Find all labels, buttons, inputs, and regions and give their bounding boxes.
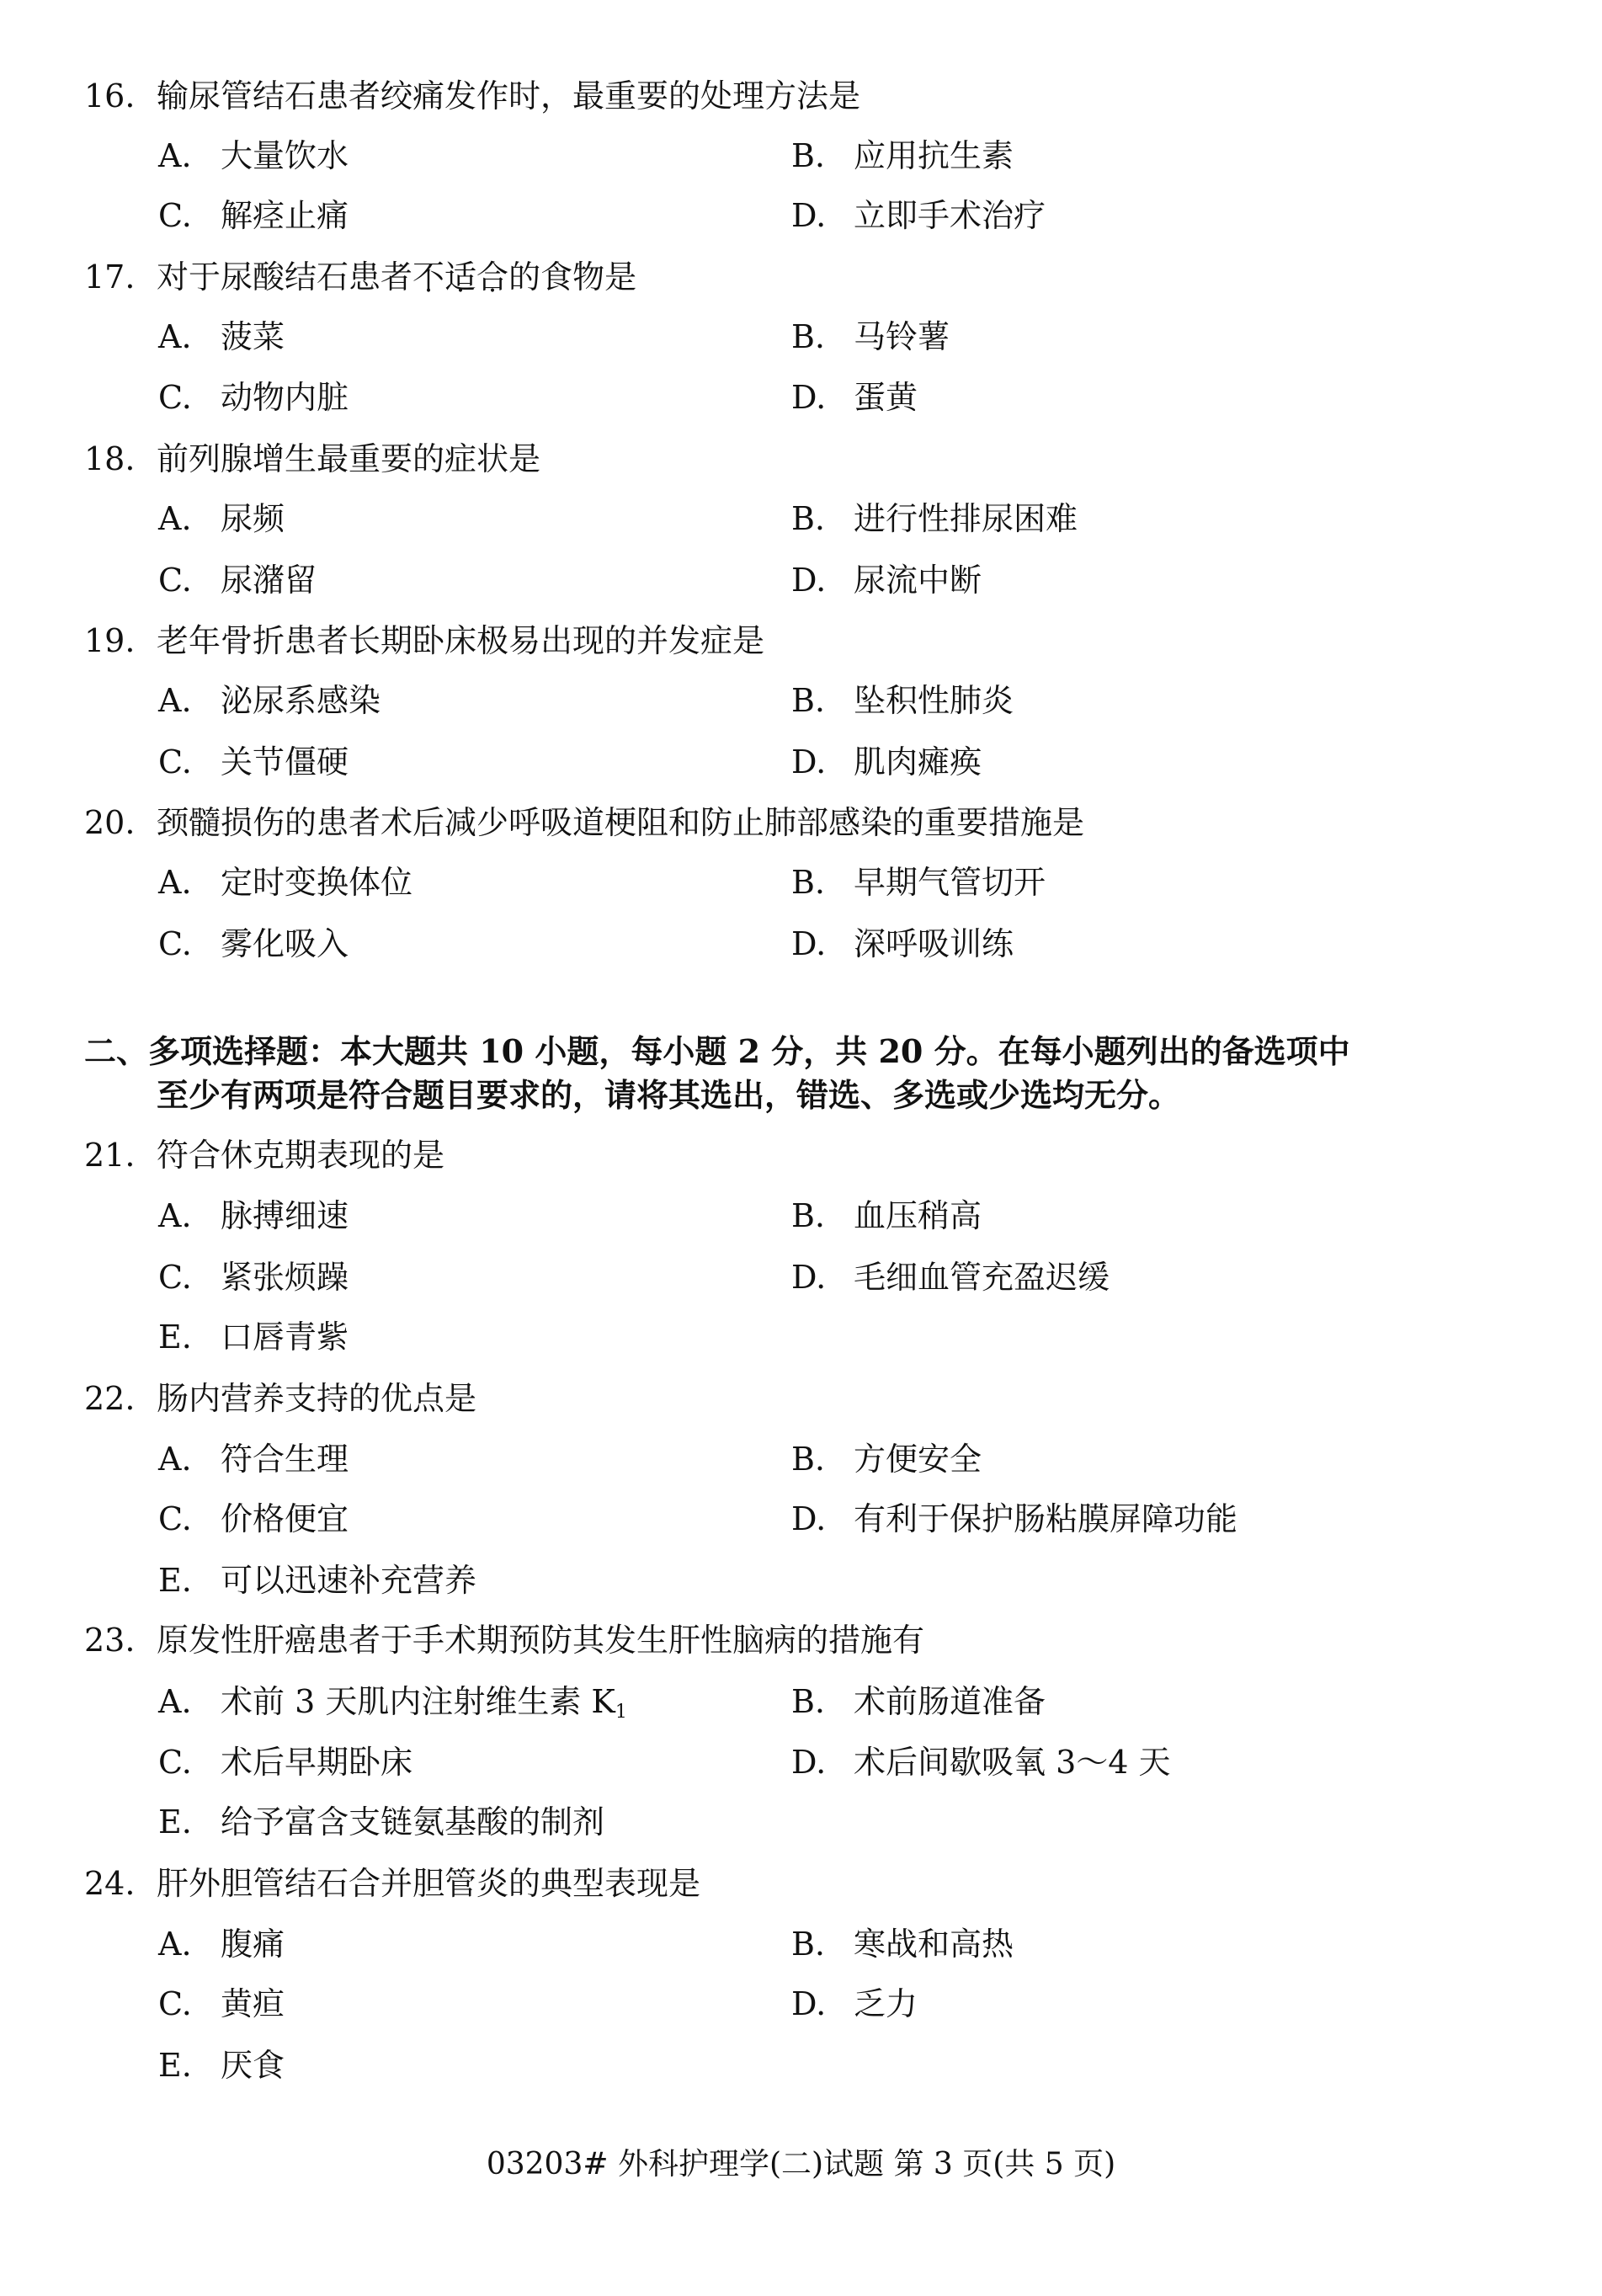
- option-e: E. 厌食: [158, 2047, 285, 2084]
- question-number: 16.: [84, 77, 136, 115]
- question-stem: 前列腺增生最重要的症状是: [157, 440, 541, 477]
- page-footer: 03203# 外科护理学(二)试题 第 3 页(共 5 页): [486, 2147, 1116, 2181]
- option-a: A. 大量饮水: [158, 137, 349, 174]
- question-21: [84, 1135, 444, 1175]
- question-17: [84, 257, 636, 297]
- option-b: B. 方便安全: [791, 1441, 982, 1478]
- question-stem: 符合休克期表现的是: [157, 1137, 445, 1174]
- option-e: E. 给予富含支链氨基酸的制剂: [158, 1803, 605, 1841]
- option-d: D. 乏力: [791, 1985, 918, 2022]
- option-a: A. 菠菜: [158, 318, 285, 355]
- question-number: 22.: [84, 1380, 136, 1417]
- option-d: D. 肌肉瘫痪: [791, 743, 982, 780]
- option-b: B. 进行性排尿困难: [791, 500, 1078, 537]
- option-d: D. 尿流中断: [791, 562, 982, 599]
- emphasis-char: 合: [476, 258, 509, 296]
- question-22: [84, 1378, 476, 1419]
- option-a: A. 腹痛: [158, 1926, 285, 1963]
- option-e: E. 可以迅速补充营养: [158, 1562, 477, 1599]
- question-stem-before: 对于尿酸结石患者: [157, 258, 413, 296]
- option-a: A. 尿频: [158, 500, 285, 537]
- option-a: A. 定时变换体位: [158, 864, 413, 901]
- question-20: [84, 802, 1084, 843]
- option-c: C. 动物内脏: [158, 379, 349, 416]
- option-b: B. 马铃薯: [791, 318, 950, 355]
- question-number: 24.: [84, 1865, 136, 1902]
- option-b: B. 早期气管切开: [791, 864, 1046, 901]
- option-b: B. 应用抗生素: [791, 137, 1014, 174]
- question-number: 21.: [84, 1137, 136, 1174]
- question-19: [84, 621, 764, 661]
- option-c: C. 术后早期卧床: [158, 1744, 413, 1781]
- option-b: B. 术前肠道准备: [791, 1683, 1046, 1720]
- question-16: [84, 76, 860, 116]
- section-heading-line1: 二、多项选择题：本大题共 10 小题，每小题 2 分，共 20 分。在每小题列出的备选项中: [84, 1032, 1350, 1070]
- option-c: C. 尿潴留: [158, 562, 317, 599]
- option-d: D. 毛细血管充盈迟缓: [791, 1259, 1110, 1296]
- question-number: 23.: [84, 1622, 136, 1659]
- option-d: D. 深呼吸训练: [791, 925, 1014, 962]
- option-c: C. 解痉止痛: [158, 197, 349, 234]
- option-b: B. 坠积性肺炎: [791, 682, 1014, 719]
- option-e: E. 口唇青紫: [158, 1318, 349, 1356]
- question-stem: 输尿管结石患者绞痛发作时，最重要的处理方法是: [157, 77, 861, 115]
- question-18: [84, 439, 540, 479]
- section-heading: [84, 1031, 1350, 1072]
- question-stem: 颈髓损伤的患者术后减少呼吸道梗阻和防止肺部感染的重要措施是: [157, 804, 1085, 841]
- option-c: C. 关节僵硬: [158, 743, 349, 780]
- option-d: D. 术后间歇吸氧 3～4 天: [791, 1744, 1171, 1781]
- section-heading-cont: [84, 1075, 1180, 1116]
- subscript: 1: [615, 1702, 627, 1723]
- emphasis-char: 适: [444, 258, 477, 296]
- option-d: D. 立即手术治疗: [791, 197, 1046, 234]
- question-number: 19.: [84, 622, 136, 659]
- option-b: B. 寒战和高热: [791, 1926, 1014, 1963]
- option-c: C. 紧张烦躁: [158, 1259, 349, 1296]
- emphasis-char: 不: [412, 258, 445, 296]
- question-23: [84, 1620, 924, 1660]
- option-b: B. 血压稍高: [791, 1197, 982, 1234]
- question-24: [84, 1863, 700, 1904]
- option-a: A. 泌尿系感染: [158, 682, 381, 719]
- question-stem: 原发性肝癌患者于手术期预防其发生肝性脑病的措施有: [157, 1622, 925, 1659]
- option-c: C. 黄疸: [158, 1985, 285, 2022]
- question-stem: 肠内营养支持的优点是: [157, 1380, 477, 1417]
- section-heading-line2: 至少有两项是符合题目要求的，请将其选出，错选、多选或少选均无分。: [157, 1076, 1181, 1114]
- option-a: A. 脉搏细速: [158, 1197, 349, 1234]
- option-c: C. 雾化吸入: [158, 925, 349, 962]
- option-a: A. 符合生理: [158, 1441, 349, 1478]
- question-number: 17.: [84, 258, 136, 296]
- question-stem: 肝外胆管结石合并胆管炎的典型表现是: [157, 1865, 701, 1902]
- option-d: D. 蛋黄: [791, 379, 918, 416]
- option-d: D. 有利于保护肠粘膜屏障功能: [791, 1500, 1238, 1537]
- question-number: 18.: [84, 440, 136, 477]
- question-stem-after: 的食物是: [508, 258, 637, 296]
- question-stem: 老年骨折患者长期卧床极易出现的并发症是: [157, 622, 765, 659]
- question-number: 20.: [84, 804, 136, 841]
- option-c: C. 价格便宜: [158, 1500, 349, 1537]
- option-a: A. 术前 3 天肌内注射维生素 $K_1$: [158, 1683, 627, 1723]
